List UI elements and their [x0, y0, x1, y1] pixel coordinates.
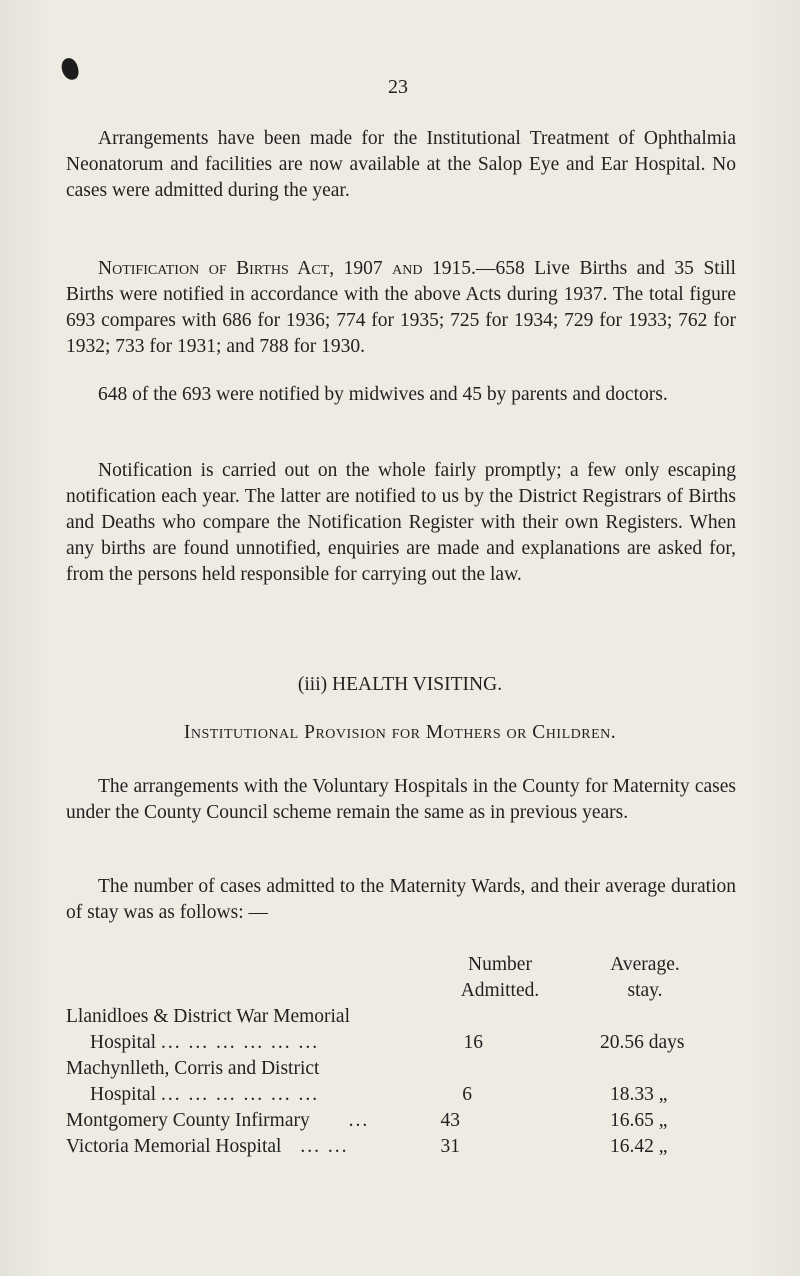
col-header-average — [590, 952, 700, 1004]
table-row-label-cont: Hospital ... ... ... ... ... ... — [90, 1084, 320, 1105]
table-row-average: 20.56 days — [600, 1032, 685, 1053]
table-row-label: Victoria Memorial Hospital ... ... — [66, 1136, 349, 1157]
paragraph-maternity-wards: The number of cases admitted to the Maternity Wards, and their average duration of stay was as follows: — — [66, 876, 736, 923]
table-row-label: Machynlleth, Corris and District — [66, 1058, 320, 1079]
col-header-number-line1: Number — [468, 954, 532, 975]
table-row-label: Llanidloes & District War Memorial — [66, 1006, 351, 1027]
table-row-number: 31 — [440, 1136, 460, 1157]
ink-blot — [60, 57, 80, 82]
col-header-average-line2: stay. — [627, 980, 663, 1001]
paragraph-voluntary-hospitals: The arrangements with the Voluntary Hospitals in the County for Maternity cases under the County Council scheme remain the same as in previous years. — [66, 776, 736, 823]
section-heading: (iii) HEALTH VISITING. — [297, 674, 503, 695]
paragraph-notification-process: Notification is carried out on the whole fairly promptly; a few only escaping notification each year. The latter are notified to us by the District Registrars of Births and Deaths who compare the Notification Register with their own Registers. When any births are found unnotified, enquiries are made and explanations are asked for, from the persons held responsible for carrying out the law. — [66, 460, 736, 585]
page-number: 23 — [388, 76, 408, 98]
notification-act-title: Notification of Births Act, 1907 and 1915. — [98, 258, 476, 279]
table-row-number: 16 — [463, 1032, 483, 1053]
notification-act-body: —658 Live Births and 35 Still Births were notified in accordance with the above Acts during 1937. The total figure 693 compares with 686 for 1936; 774 for 1935; 725 for 1934; 729 for 1933; 762 for 1932; 733 for 1931; and 788 for 1930. — [66, 258, 736, 357]
table-row-label-cont: Hospital ... ... ... ... ... ... — [90, 1032, 320, 1053]
table-row-number: 43 — [440, 1110, 460, 1131]
table-row-average: 18.33 „ — [610, 1084, 668, 1105]
col-header-number-line2: Admitted. — [460, 980, 540, 1001]
table-row-average: 16.65 „ — [610, 1110, 668, 1131]
table-row-label: Montgomery County Infirmary ... — [66, 1110, 370, 1131]
table-row-average: 16.42 „ — [610, 1136, 668, 1157]
col-header-average-line1: Average. — [610, 954, 680, 975]
subsection-heading: Institutional Provision for Mothers or Children. — [183, 722, 617, 743]
table-row-number: 6 — [462, 1084, 472, 1105]
paragraph-notification-act — [66, 256, 736, 360]
paragraph-ophthalmia: Arrangements have been made for the Institutional Treatment of Ophthalmia Neonatorum and facilities are now available at the Salop Eye and Ear Hospital. No cases were admitted during the year. — [66, 128, 736, 201]
paragraph-midwives: 648 of the 693 were notified by midwives and 45 by parents and doctors. — [98, 384, 668, 405]
col-header-number — [445, 952, 555, 1004]
